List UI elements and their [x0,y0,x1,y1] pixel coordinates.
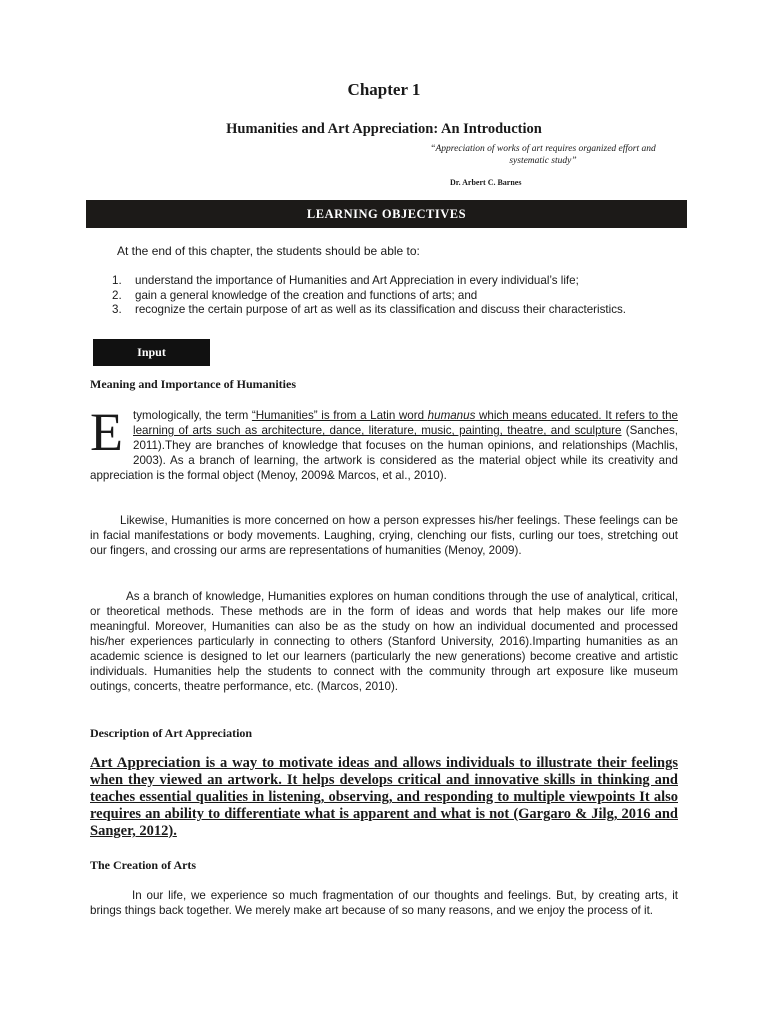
list-item [112,289,678,304]
input-label: Input [137,345,166,359]
chapter-title: Humanities and Art Appreciation: An Introduction [226,121,542,137]
underlined-text: “Humanities” is from a Latin word [251,409,428,422]
underlined-text: which means educated. It refers to the learning of arts such as architecture, dance, literature, music, painting, theatre, and sculpture [133,409,678,437]
list-text: recognize the certain purpose of art as well as its classification and discuss their characteristics. [135,303,627,316]
paragraph-art-appreciation [90,755,678,840]
paragraph-etymology [90,402,678,483]
list-item [112,274,678,289]
list-number: 3. [112,303,122,316]
list-text: understand the importance of Humanities and Art Appreciation in every individual’s life; [135,274,579,287]
chapter-number: Chapter 1 [347,80,421,99]
text-run: (Sanches, 2011).They are branches of knowledge that focuses on the human opinions, and relationships (Machlis, 2003). As a branch of learning, the artwork is considered as the material object while its creativity and appreciation is the formal object (Menoy, 2009& Marcos, et al., 2010). [90,424,678,482]
text-run: is a way to motivate ideas and allows individuals to illustrate their feelings when they viewed an artwork. It helps develops critical and innovative skills in thinking and teaches essential qualities in listening, observing, and responding to multiple viewpoints It also requires an ability to differentiate what is apparent and what is not (Gargaro & Jilg, 2016 and Sanger, 2012). [90,755,678,839]
paragraph-creation: In our life, we experience so much fragmentation of our thoughts and feelings. But, by creating arts, it brings things back together. We merely make art because of so many reasons, and we enjoy the process of it. [90,889,678,917]
drop-cap: E [90,402,123,462]
section-heading-description: Description of Art Appreciation [90,726,253,740]
term-art-appreciation: Art Appreciation [90,755,201,771]
text-run: tymologically, the term [133,409,252,422]
epigraph-author: Dr. Arbert C. Barnes [450,178,522,187]
list-text: gain a general knowledge of the creation and functions of arts; and [135,288,478,302]
learning-objectives-label: LEARNING OBJECTIVES [306,206,467,221]
list-number: 1. [112,274,122,287]
paragraph-branch-of-knowledge: As a branch of knowledge, Humanities explores on human conditions through the use of analytical, critical, or theoretical methods. These methods are in the form of ideas and words that help makes our life more meaningful. Moreover, Humanities can also be as the study on how an individual documented and processed his/her experiences particularly in connecting to others (Stanford University, 2016).Imparting humanities as an academic science is designed to let our learners (particularly the new generations) become creative and artistic individuals. Humanities help the students to connect with the community through art exposure like museum outings, concerts, theatre performance, etc. (Marcos, 2010). [90,590,678,693]
learning-objectives-banner [86,200,687,228]
italic-underlined-text: humanus [427,409,476,422]
paragraph-likewise: Likewise, Humanities is more concerned on how a person expresses his/her feelings. These feelings can be in facial manifestations or body movements. Laughing, crying, clenching our fists, curling our toes, stretching out our fingers, and crossing our arms are representations of humanities (Menoy, 2009). [90,514,678,557]
objectives-intro: At the end of this chapter, the students should be able to: [117,244,420,258]
input-banner [93,339,210,366]
epigraph-quote: “Appreciation of works of art requires organized effort and systematic study” [430,144,656,166]
section-heading-creation: The Creation of Arts [90,858,197,872]
list-number: 2. [112,288,122,302]
objectives-list [112,274,678,318]
section-heading-meaning: Meaning and Importance of Humanities [90,377,297,391]
list-item [112,303,678,318]
